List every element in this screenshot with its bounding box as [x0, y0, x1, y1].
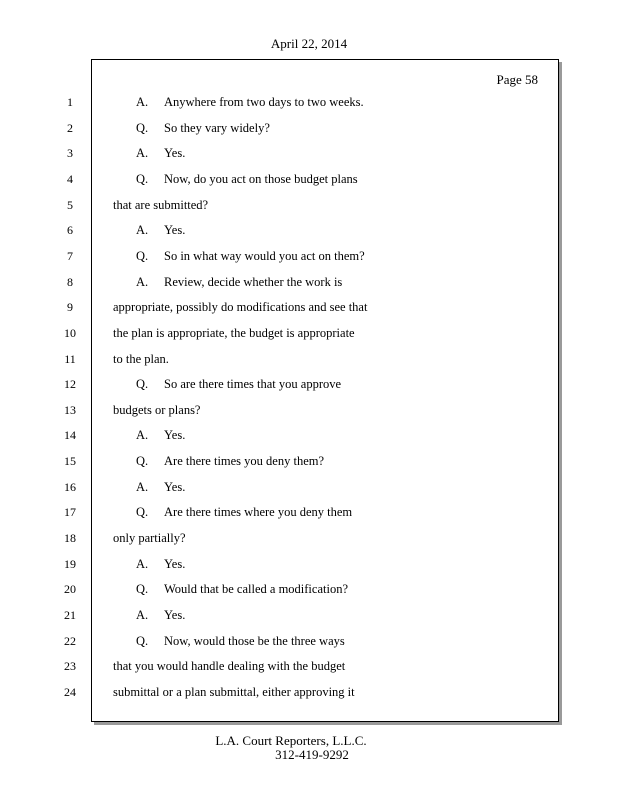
line-number: 5: [67, 198, 73, 212]
testimony-text: Anywhere from two days to two weeks.: [164, 95, 364, 109]
line-number: 4: [67, 172, 73, 186]
line-number: 12: [64, 377, 76, 391]
testimony-text-continued: budgets or plans?: [113, 403, 201, 417]
line-number: 7: [67, 249, 73, 263]
testimony-text: So are there times that you approve: [164, 377, 342, 391]
testimony-text: So they vary widely?: [164, 121, 270, 135]
line-number: 20: [64, 582, 76, 596]
testimony-text: Would that be called a modification?: [164, 582, 348, 596]
line-number: 11: [64, 352, 76, 366]
header-date: April 22, 2014: [270, 36, 348, 51]
testimony-text: Now, would those be the three ways: [164, 634, 345, 648]
line-number: 6: [67, 223, 73, 237]
page-number: Page 58: [496, 72, 538, 87]
testimony-text-continued: only partially?: [113, 531, 186, 545]
testimony-text: Yes.: [164, 223, 186, 237]
speaker-label: Q.: [136, 172, 149, 186]
line-number: 18: [64, 531, 76, 545]
line-number: 19: [64, 557, 76, 571]
testimony-text: So in what way would you act on them?: [164, 249, 365, 263]
line-number: 24: [64, 685, 76, 699]
testimony-text: Yes.: [164, 608, 186, 622]
testimony-text-continued: submittal or a plan submittal, either approving it: [113, 685, 355, 699]
line-number: 15: [64, 454, 76, 468]
speaker-label: A.: [136, 557, 149, 571]
line-number: 21: [64, 608, 76, 622]
testimony-text: Are there times you deny them?: [164, 454, 325, 468]
speaker-label: A.: [136, 608, 149, 622]
speaker-label: Q.: [136, 377, 149, 391]
speaker-label: Q.: [136, 249, 149, 263]
speaker-label: A.: [136, 428, 149, 442]
testimony-text: Now, do you act on those budget plans: [164, 172, 358, 186]
speaker-label: A.: [136, 95, 149, 109]
line-number: 23: [64, 659, 76, 673]
testimony-text-continued: to the plan.: [113, 352, 169, 366]
speaker-label: Q.: [136, 505, 149, 519]
line-number: 14: [64, 428, 76, 442]
testimony-text: Yes.: [164, 146, 186, 160]
line-number: 3: [67, 146, 73, 160]
testimony-text: Review, decide whether the work is: [164, 275, 343, 289]
line-number: 10: [64, 326, 76, 340]
speaker-label: A.: [136, 223, 149, 237]
testimony-text: Yes.: [164, 428, 186, 442]
speaker-label: Q.: [136, 121, 149, 135]
line-number: 9: [67, 300, 73, 314]
speaker-label: Q.: [136, 582, 149, 596]
testimony-text: Yes.: [164, 480, 186, 494]
testimony-text-continued: appropriate, possibly do modifications and see that: [113, 300, 368, 314]
testimony-text-continued: that you would handle dealing with the budget: [113, 659, 346, 673]
testimony-text: Are there times where you deny them: [164, 505, 353, 519]
speaker-label: A.: [136, 146, 149, 160]
testimony-text-continued: the plan is appropriate, the budget is appropriate: [113, 326, 355, 340]
line-number: 8: [67, 275, 73, 289]
line-number: 2: [67, 121, 73, 135]
line-number: 16: [64, 480, 76, 494]
line-number: 13: [64, 403, 76, 417]
testimony-text: Yes.: [164, 557, 186, 571]
testimony-text-continued: that are submitted?: [113, 198, 209, 212]
speaker-label: A.: [136, 275, 149, 289]
line-number: 22: [64, 634, 76, 648]
speaker-label: A.: [136, 480, 149, 494]
line-number: 1: [67, 95, 73, 109]
speaker-label: Q.: [136, 634, 149, 648]
footer-phone: 312-419-9292: [275, 747, 349, 762]
footer-reporter-name: L.A. Court Reporters, L.L.C.: [215, 733, 367, 748]
speaker-label: Q.: [136, 454, 149, 468]
line-number: 17: [64, 505, 76, 519]
